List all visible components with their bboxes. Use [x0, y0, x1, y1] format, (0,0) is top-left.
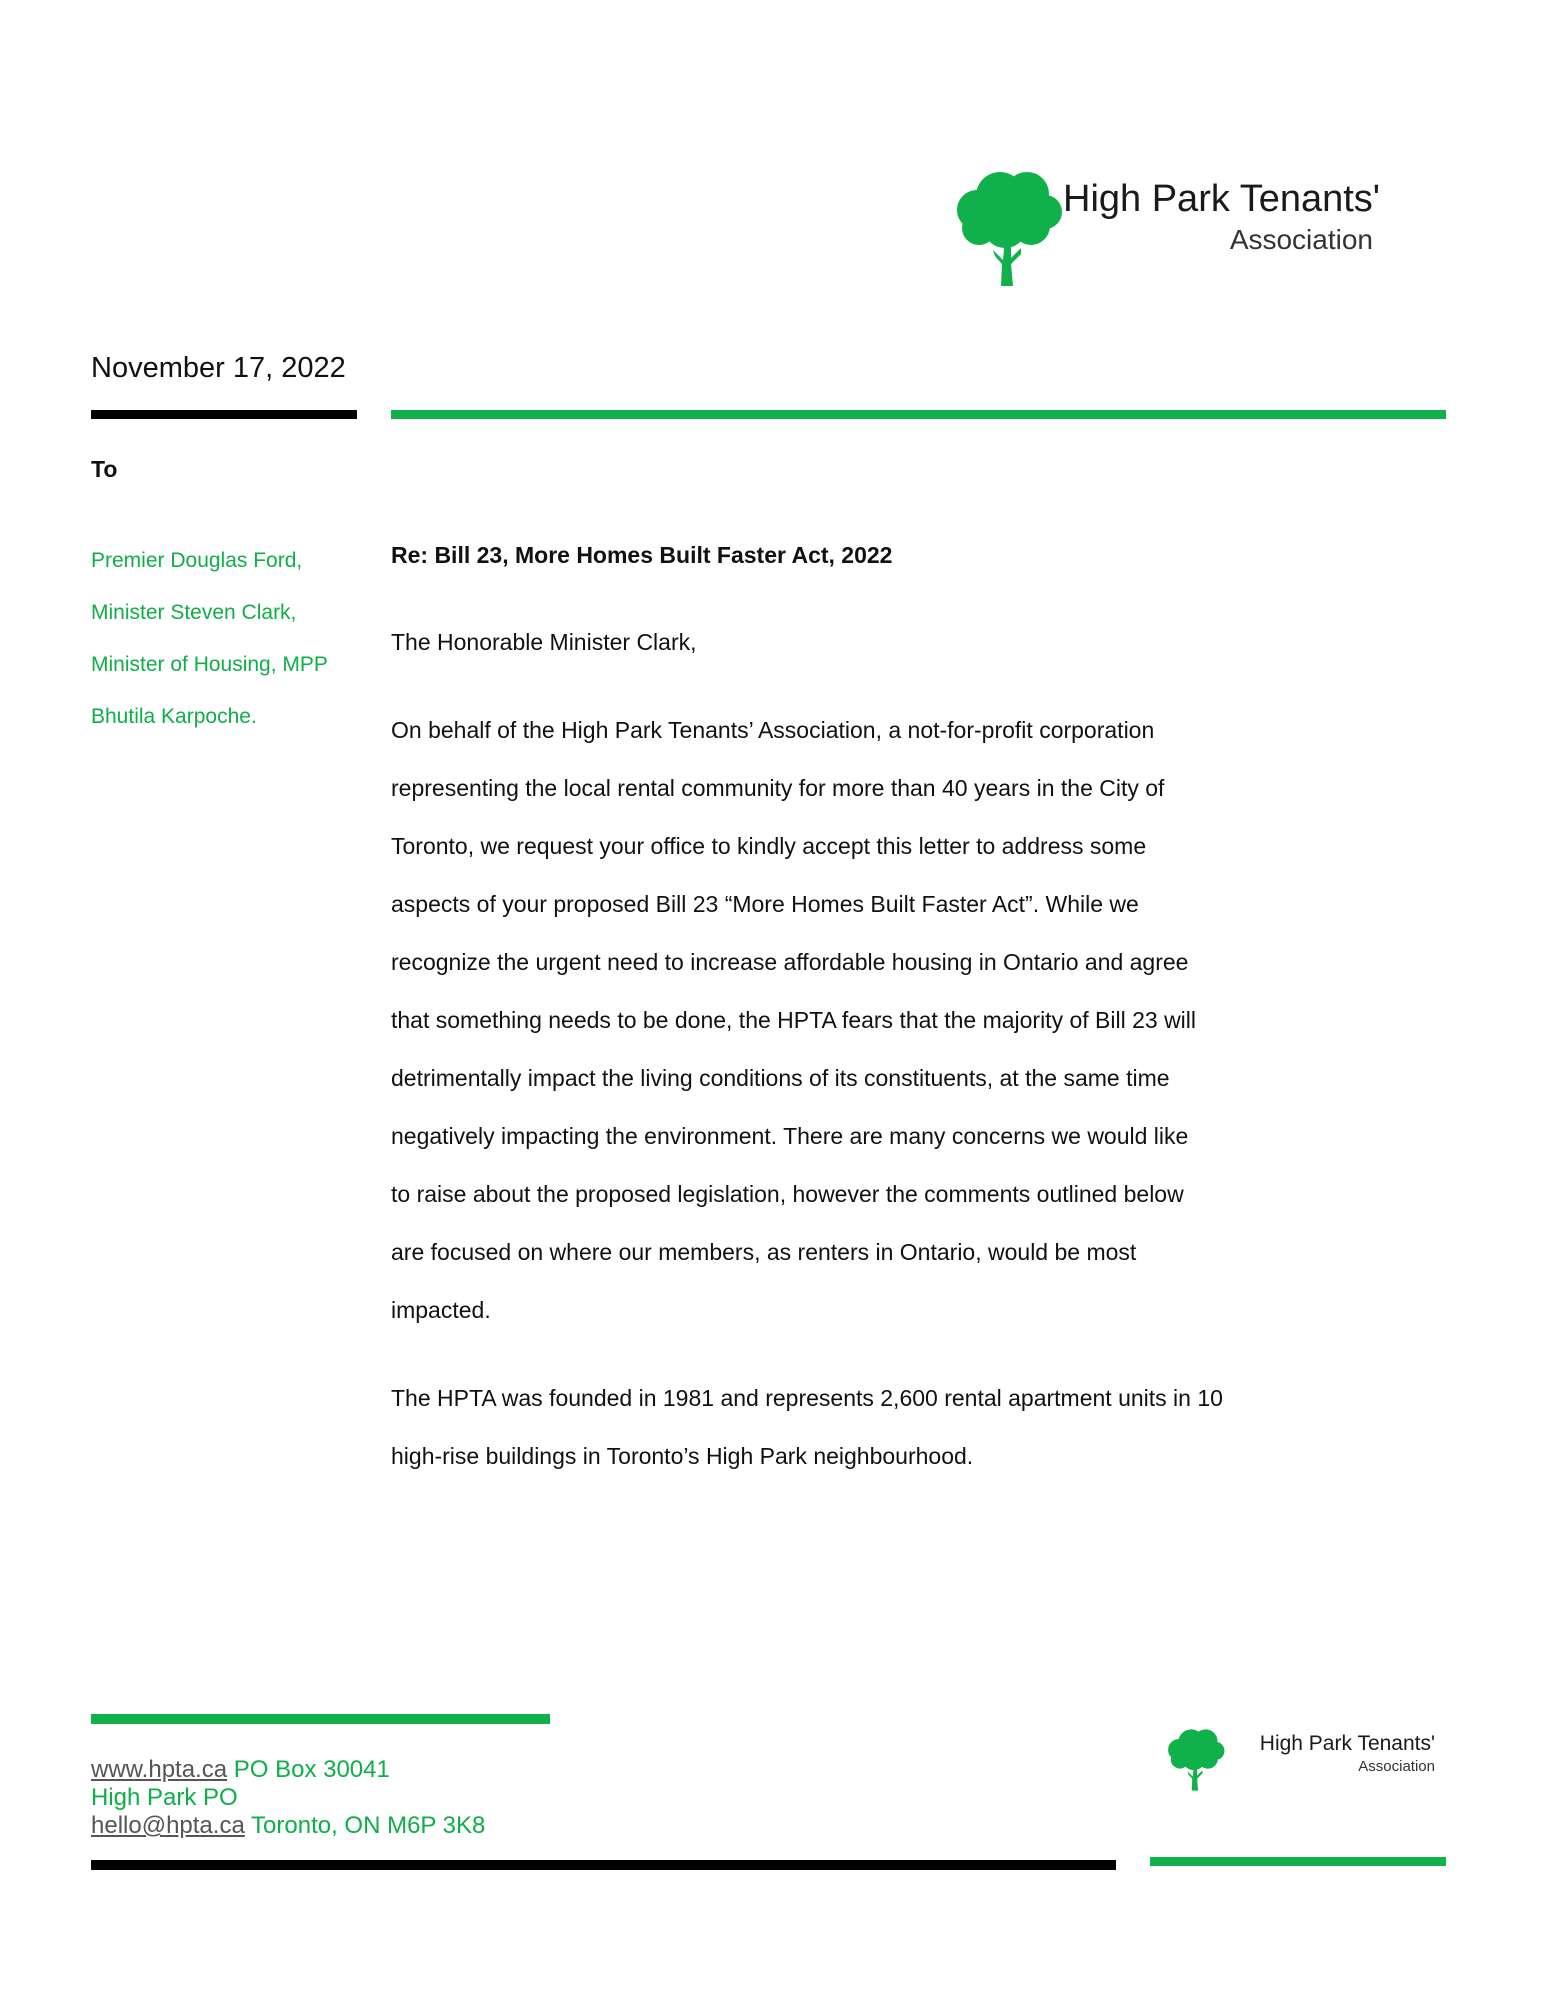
brand-subtitle: Association [1358, 1758, 1435, 1775]
footer-line-3 [91, 1812, 485, 1840]
website-link[interactable]: www.hpta.ca [91, 1756, 228, 1783]
city-address: Toronto, ON M6P 3K8 [244, 1812, 486, 1839]
divider-black [91, 410, 357, 419]
text-line: recognize the urgent need to increase affordable housing in Ontario and agree [391, 949, 1189, 975]
text-line: high-rise buildings in Toronto’s High Park neighbourhood. [391, 1443, 974, 1469]
text-line: representing the local rental community for more than 40 years in the City of [391, 775, 1165, 801]
text-line: Toronto, we request your office to kindly accept this letter to address some [391, 833, 1147, 859]
letter-date: November 17, 2022 [91, 352, 346, 384]
text-line: to raise about the proposed legislation, however the comments outlined below [391, 1181, 1184, 1207]
footer-line-1 [91, 1756, 485, 1784]
text-line: are focused on where our members, as renters in Ontario, would be most [391, 1239, 1137, 1265]
text-line: On behalf of the High Park Tenants’ Association, a not-for-profit corporation [391, 717, 1155, 743]
recipient-line: Bhutila Karpoche. [91, 705, 257, 728]
to-label: To [91, 456, 118, 482]
brand-name: High Park Tenants' [1259, 1732, 1435, 1755]
letter-subject: Re: Bill 23, More Homes Built Faster Act, 2022 [391, 542, 893, 568]
divider-green [391, 410, 1446, 419]
footer-divider-green [91, 1714, 550, 1724]
brand-name: High Park Tenants' [1063, 178, 1381, 220]
paragraph-intro [391, 701, 1311, 1339]
footer-contact [91, 1756, 485, 1840]
tree-icon [1167, 1727, 1225, 1793]
footer-divider-green-right [1150, 1857, 1446, 1866]
text-line: The HPTA was founded in 1981 and represents 2,600 rental apartment units in 10 [391, 1385, 1223, 1411]
text-line: that something needs to be done, the HPTA fears that the majority of Bill 23 will [391, 1007, 1197, 1033]
email-link[interactable]: hello@hpta.ca [91, 1812, 245, 1839]
text-line: impacted. [391, 1297, 491, 1323]
header-logo [955, 168, 1415, 290]
text-line: negatively impacting the environment. There are many concerns we would like [391, 1123, 1189, 1149]
recipient-list [91, 535, 371, 743]
brand-subtitle: Association [1229, 224, 1373, 255]
recipient-line: Premier Douglas Ford, [91, 549, 303, 572]
tree-icon [955, 168, 1063, 290]
text-line: detrimentally impact the living conditions of its constituents, at the same time [391, 1065, 1170, 1091]
footer-line-2: High Park PO [91, 1784, 238, 1811]
footer-logo [1167, 1727, 1437, 1793]
po-box: PO Box 30041 [227, 1756, 390, 1783]
recipient-line: Minister Steven Clark, [91, 601, 297, 624]
salutation: The Honorable Minister Clark, [391, 629, 697, 655]
footer-divider-black [91, 1860, 1116, 1870]
letter-body [391, 540, 1311, 1485]
text-line: aspects of your proposed Bill 23 “More Homes Built Faster Act”. While we [391, 891, 1139, 917]
paragraph-about [391, 1369, 1311, 1485]
recipient-line: Minister of Housing, MPP [91, 653, 328, 676]
